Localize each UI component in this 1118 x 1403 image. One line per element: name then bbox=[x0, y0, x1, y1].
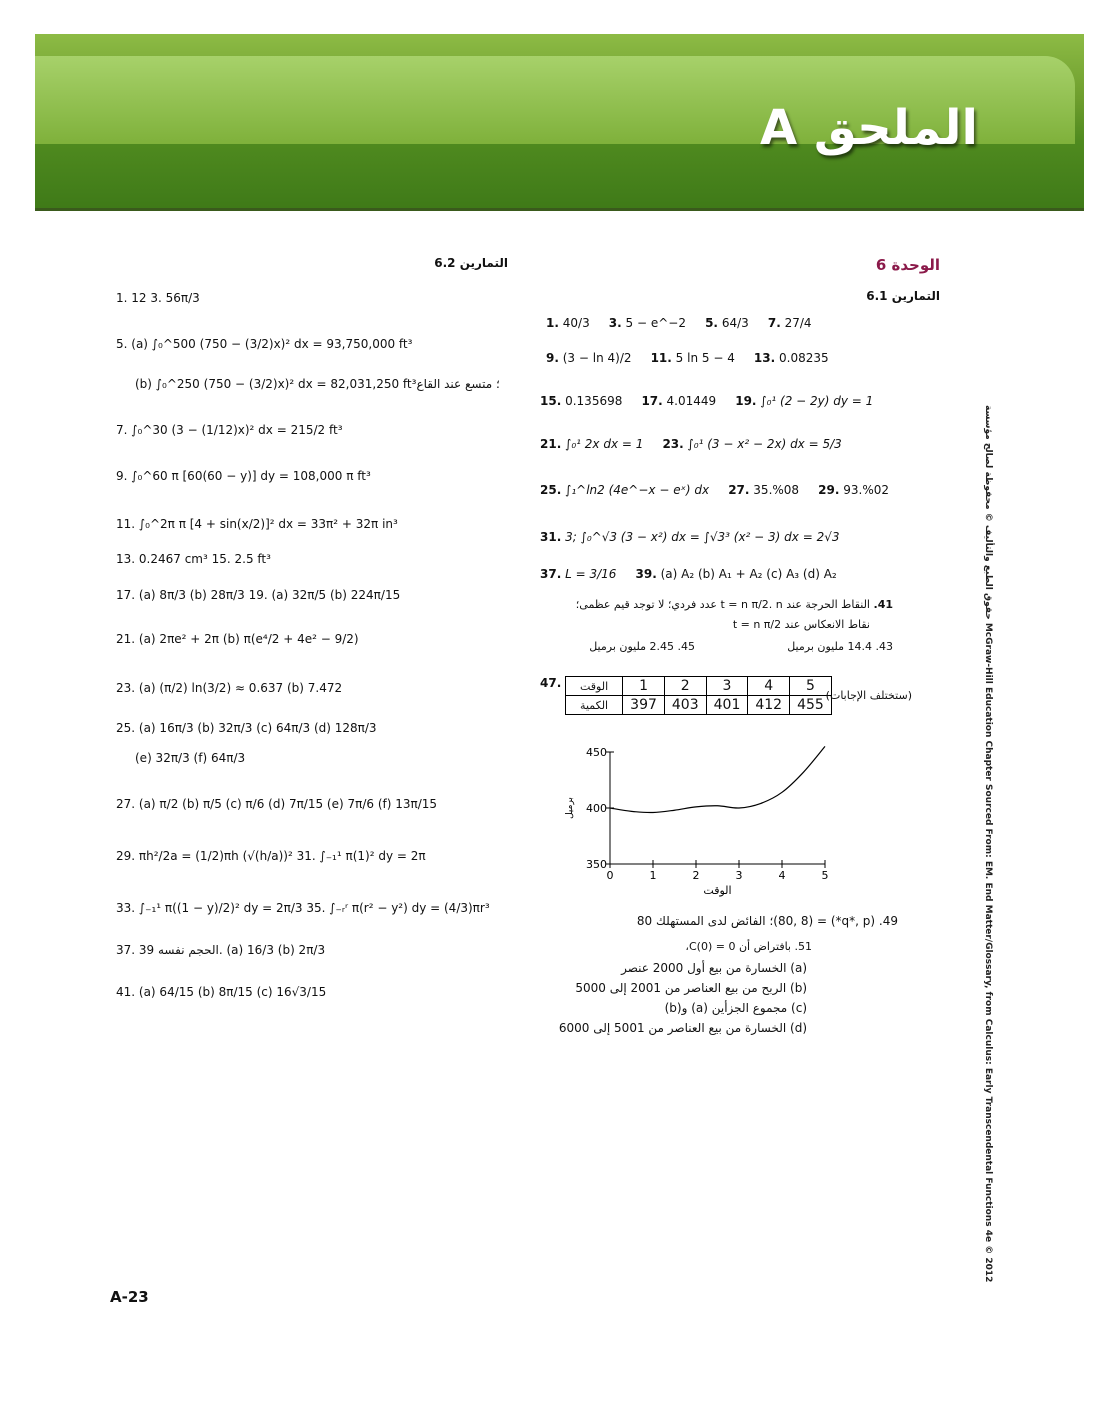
answer-29-31: 29. πh²/2a = (1/2)πh (√(h/a))² 31. ∫₋₁¹ π(1)² dy = 2π bbox=[116, 849, 426, 863]
list-item: (a) الخسارة من بيع أول 2000 عنصر bbox=[621, 961, 807, 975]
answer-13-15: 13. 0.2467 cm³ 15. 2.5 ft³ bbox=[116, 552, 271, 566]
answer-41-line2: نقاط الانعكاس عند t = n π/2 bbox=[732, 618, 870, 631]
section-6-2-title: التمارين 6.2 bbox=[434, 256, 508, 270]
page-number: A-23 bbox=[110, 1288, 149, 1306]
answer-5b: (b) ∫₀^250 (750 − (3/2)x)² dx = 82,031,250 ft³؛ متسع عند القاع bbox=[135, 377, 500, 391]
table-cell: 2 bbox=[664, 677, 706, 696]
table-cell: 4 bbox=[748, 677, 790, 696]
table-cell: 455 bbox=[790, 696, 832, 715]
answer-21: 21. (a) 2πe² + 2π (b) π(e⁴/2 + 4e² − 9/2) bbox=[116, 632, 359, 646]
answers-row-4: 21. ∫₀¹ 2x dx = 1 23. ∫₀¹ (3 − x² − 2x) dx = 5/3 bbox=[540, 437, 842, 451]
table-cell: الوقت bbox=[566, 677, 623, 696]
answer-33-35: 33. ∫₋₁¹ π((1 − y)/2)² dy = 2π/3 35. ∫₋ᵣʳ π(r² − y²) dy = (4/3)πr³ bbox=[116, 901, 490, 915]
x-tick-label: 2 bbox=[692, 869, 700, 882]
unit-title: الوحدة 6 bbox=[875, 256, 940, 274]
list-item: (b) الربح من بيع العناصر من 2001 إلى 5000 bbox=[575, 981, 807, 995]
table-cell: 5 bbox=[790, 677, 832, 696]
answers-row-6: 31. 3; ∫₀^√3 (3 − x²) dx = ∫√3³ (x² − 3) dx = 2√3 bbox=[540, 530, 840, 544]
answer-45: 45. 2.45 مليون برميل bbox=[589, 640, 695, 653]
series-line bbox=[610, 746, 825, 812]
y-axis-label: برميل bbox=[565, 797, 575, 819]
x-tick-label: 4 bbox=[778, 869, 786, 882]
section-6-1-title: التمارين 6.1 bbox=[866, 289, 940, 303]
answers-row-2: 9. (3 − ln 4)/2 11. 5 ln 5 − 4 13. 0.08235 bbox=[546, 351, 829, 365]
answers-row-7: 37. L = 3/16 39. (a) A₂ (b) A₁ + A₂ (c) A₃ (d) A₂ bbox=[540, 567, 837, 581]
table-cell: الكمية bbox=[566, 696, 623, 715]
y-tick-label: 350 bbox=[586, 858, 607, 871]
answers-row-1: 1. 40/3 3. 5 − e^−2 5. 64/3 7. 27/4 bbox=[546, 316, 812, 330]
table-cell: 1 bbox=[623, 677, 665, 696]
barrel-chart bbox=[555, 738, 855, 898]
answer-51-head: 51. بافتراض أن C(0) = 0، bbox=[685, 940, 812, 953]
table-row bbox=[566, 696, 832, 715]
x-tick-label: 5 bbox=[821, 869, 829, 882]
answer-5a: 5. (a) ∫₀^500 (750 − (3/2)x)² dx = 93,750,000 ft³ bbox=[116, 337, 413, 351]
table-cell: 3 bbox=[706, 677, 748, 696]
answer-11: 11. ∫₀^2π π [4 + sin(x/2)]² dx = 33π² + 32π in³ bbox=[116, 517, 398, 531]
answer-43: 43. 14.4 مليون برميل bbox=[787, 640, 893, 653]
answer-47-number: 47. bbox=[540, 676, 562, 690]
answer-9: 9. ∫₀^60 π [60(60 − y)] dy = 108,000 π ft³ bbox=[116, 469, 371, 483]
y-tick-label: 400 bbox=[586, 802, 607, 815]
answer-41-line1: 41. النقاط الحرجة عند t = n π/2. n عدد فردي؛ لا توجد قيم عظمى؛ bbox=[575, 598, 893, 611]
table-cell: 412 bbox=[748, 696, 790, 715]
table-cell: 403 bbox=[664, 696, 706, 715]
list-item: (c) مجموع الجزأين (a) و(b) bbox=[664, 1001, 807, 1015]
answer-47-note: (ستختلف الإجابات) bbox=[825, 689, 912, 702]
answer-1-3: 1. 12 3. 56π/3 bbox=[116, 291, 200, 305]
x-tick-label: 1 bbox=[649, 869, 657, 882]
answer-51-list bbox=[559, 958, 807, 1038]
list-item: (d) الخسارة من بيع العناصر من 5001 إلى 6000 bbox=[558, 1021, 807, 1035]
answer-7: 7. ∫₀^30 (3 − (1/12)x)² dx = 215/2 ft³ bbox=[116, 423, 343, 437]
x-axis-label: الوقت bbox=[703, 884, 732, 897]
answers-row-5: 25. ∫₁^ln2 (4e^−x − eˣ) dx 27. 35.%08 29. 93.%02 bbox=[540, 483, 889, 497]
answer-49: 49. (q*, p*) = (80, 8)؛ الفائض لدى المستهلك 80 bbox=[636, 914, 898, 928]
answers-row-3: 15. 0.135698 17. 4.01449 19. ∫₀¹ (2 − 2y) dy = 1 bbox=[540, 394, 874, 408]
answer-25b: (e) 32π/3 (f) 64π/3 bbox=[135, 751, 246, 765]
table-cell: 397 bbox=[623, 696, 665, 715]
y-tick-label: 450 bbox=[586, 746, 607, 759]
answer-17-19: 17. (a) 8π/3 (b) 28π/3 19. (a) 32π/5 (b) 224π/15 bbox=[116, 588, 401, 602]
answer-23: 23. (a) (π/2) ln(3/2) ≈ 0.637 (b) 7.472 bbox=[116, 681, 343, 695]
answer-27: 27. (a) π/2 (b) π/5 (c) π/6 (d) 7π/15 (e) 7π/6 (f) 13π/15 bbox=[116, 797, 438, 811]
table-row bbox=[566, 677, 832, 696]
answer-41: 41. (a) 64/15 (b) 8π/15 (c) 16√3/15 bbox=[116, 985, 327, 999]
x-tick-label: 3 bbox=[735, 869, 743, 882]
time-quantity-table bbox=[565, 676, 832, 715]
copyright-side-note: حقوق الطبع والتأليف © محفوظة لصالح مؤسسة McGraw-Hill Education Chapter Sourced From: EM. End Matter/Glossary, from Calculus: Early Transcendental Functions 4e © 2012 bbox=[983, 405, 993, 1283]
answer-37-39: 37. الحجم نفسه 39. (a) 16/3 (b) 2π/3 bbox=[116, 943, 326, 957]
answer-25: 25. (a) 16π/3 (b) 32π/3 (c) 64π/3 (d) 128π/3 bbox=[116, 721, 377, 735]
x-tick-label: 0 bbox=[606, 869, 614, 882]
table-cell: 401 bbox=[706, 696, 748, 715]
banner-title: الملحق A bbox=[760, 100, 978, 156]
section-6-2-answers bbox=[116, 290, 536, 1000]
